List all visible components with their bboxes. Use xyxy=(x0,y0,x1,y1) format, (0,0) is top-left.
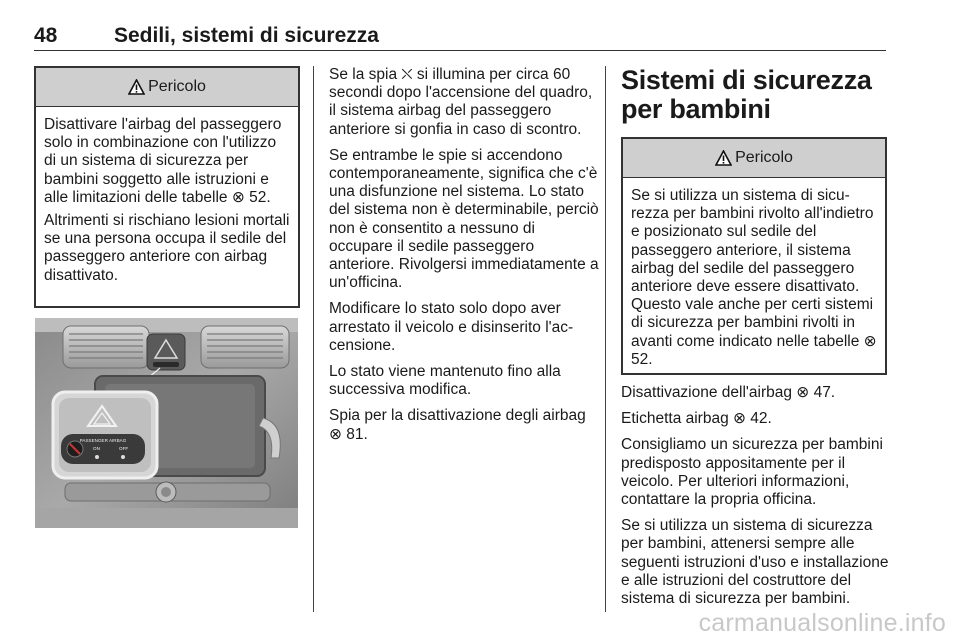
column-divider xyxy=(605,66,606,612)
page-header xyxy=(34,24,886,51)
danger-paragraph: Se si utilizza un sistema di sicurezza per bambini rivolto all'indietro e posizionato sul sedile del passeggero anteriore, il sistema airbag del sedile del passeggero anteriore deve essere disattivato. Questo vale anche per certi sistemi di sicurezza per bambini rivolti in avanti come indicato nelle tabelle ⊗ 52. xyxy=(631,187,877,368)
warning-icon xyxy=(715,150,732,166)
danger-box-right xyxy=(621,137,887,375)
body-paragraph: Lo stato viene mantenuto fino alla successiva modifica. xyxy=(329,363,561,399)
page-title: Sedili, sistemi di sicurezza xyxy=(114,24,379,47)
body-paragraph: Se si utilizza un sistema di sicurezza per bambini, attenersi sempre alle seguenti istruzioni d'uso e installazione e alle istruzioni del costruttore del sistema di sicurezza per bambini. xyxy=(621,517,889,608)
danger-header xyxy=(623,139,885,178)
danger-heading: Pericolo xyxy=(148,78,206,95)
danger-box-left xyxy=(34,66,300,308)
body-paragraph: Se la spia ⛌ si illumina per circa 60 secondi dopo l'accensione del quadro, il sistema airbag del passeggero anteriore si gonfia in caso di scontro. xyxy=(329,66,593,138)
body-paragraph: Disattivazione dell'airbag ⊗ 47. xyxy=(621,384,836,401)
section-title: Sistemi di sicurezza per bambini xyxy=(621,65,872,124)
warning-icon xyxy=(128,79,145,95)
photo-label: PASSENGER AIRBAG xyxy=(79,438,127,443)
column-divider xyxy=(313,66,314,612)
photo-label-off: OFF xyxy=(119,446,129,451)
body-paragraph: Modificare lo stato solo dopo aver arrestato il veicolo e disinserito l'accensione. xyxy=(329,300,574,354)
body-paragraph: Se entrambe le spie si accendono contemporaneamente, significa che c'è una disfunzione nel sistema. Lo stato del sistema non è determinabile, perciò non è consentito a nessuno di occupare il sedile passeggero anteriore. Rivolgersi immediatamente a un'officina. xyxy=(329,146,599,292)
body-paragraph: Consigliamo un sicurezza per bambini predisposto appositamente per il veicolo. Per ulteriori informazioni, contattare la propria officina. xyxy=(621,436,883,509)
watermark: carmanualsonline.info xyxy=(698,609,946,637)
right-column-text xyxy=(621,384,891,616)
middle-column xyxy=(329,66,599,452)
danger-header xyxy=(36,68,298,107)
danger-paragraph: Altrimenti si rischiano lesioni mortali se una persona occupa il sedile del passeggero anteriore con airbag disattivato. xyxy=(44,212,290,284)
danger-heading: Pericolo xyxy=(735,149,793,166)
body-paragraph: Spia per la disattivazione degli airbag ⊗ 81. xyxy=(329,407,586,443)
danger-paragraph: Disattivare l'airbag del passeggero solo in combinazione con l'utilizzo di un sistema di sicurezza per bambini soggetto alle istruzioni e alle limitazioni delle tabelle ⊗ 52. xyxy=(44,116,282,206)
airbag-off-icon: ⛌ xyxy=(401,66,413,83)
dashboard-photo xyxy=(35,318,298,528)
photo-label-on: ON xyxy=(93,446,100,451)
body-paragraph: Etichetta airbag ⊗ 42. xyxy=(621,410,772,428)
page-number: 48 xyxy=(34,24,58,47)
